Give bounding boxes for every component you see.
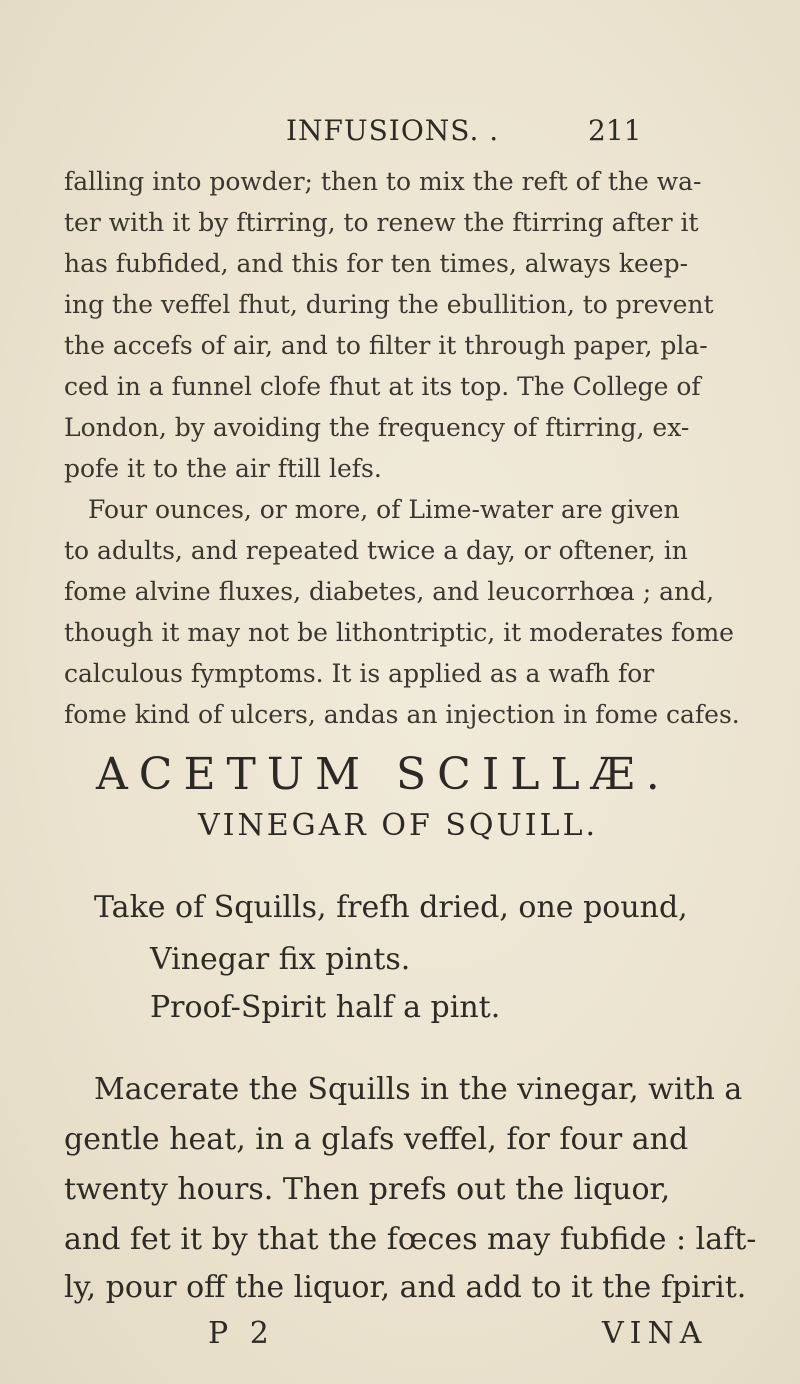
text-line: the accefs of air, and to filter it through paper, pla-: [64, 331, 708, 360]
direction-line: twenty hours. Then prefs out the liquor,: [64, 1172, 671, 1207]
text-line: has fubfided, and this for ten times, always keep-: [64, 249, 689, 278]
ingredient-line: Proof-Spirit half a pint.: [150, 990, 501, 1025]
text-line: fome kind of ulcers, andas an injection in fome cafes.: [64, 700, 740, 729]
direction-line: ly, pour off the liquor, and add to it the fpirit.: [64, 1270, 747, 1305]
text-line: pofe it to the air ftill lefs.: [64, 454, 382, 483]
running-title: INFUSIONS. .: [286, 114, 500, 147]
signature-mark: P 2: [208, 1316, 275, 1351]
direction-line: and fet it by that the fœces may fubfide : laft-: [64, 1222, 757, 1257]
text-line: ing the veffel fhut, during the ebullition, to prevent: [64, 290, 714, 319]
text-line: Four ounces, or more, of Lime-water are given: [88, 495, 680, 524]
page-number: 211: [588, 114, 642, 147]
text-line: to adults, and repeated twice a day, or oftener, in: [64, 536, 688, 565]
direction-line: Macerate the Squills in the vinegar, with a: [94, 1072, 743, 1107]
section-title: ACETUM SCILLÆ.: [96, 749, 671, 800]
direction-line: gentle heat, in a glafs veffel, for four and: [64, 1122, 689, 1157]
text-line: calculous fymptoms. It is applied as a wafh for: [64, 659, 655, 688]
text-line: ced in a funnel clofe fhut at its top. The College of: [64, 372, 701, 401]
text-line: falling into powder; then to mix the reft of the wa-: [64, 167, 702, 196]
catchword: VINA: [602, 1316, 708, 1351]
text-line: London, by avoiding the frequency of ftirring, ex-: [64, 413, 690, 442]
ingredient-line: Take of Squills, frefh dried, one pound,: [94, 890, 688, 925]
section-subtitle: VINEGAR OF SQUILL.: [198, 808, 599, 843]
text-line: though it may not be lithontriptic, it moderates fome: [64, 618, 734, 647]
ingredient-line: Vinegar fix pints.: [150, 942, 411, 977]
text-line: ter with it by ftirring, to renew the ftirring after it: [64, 208, 699, 237]
text-line: fome alvine fluxes, diabetes, and leucorrhœa ; and,: [64, 577, 715, 606]
